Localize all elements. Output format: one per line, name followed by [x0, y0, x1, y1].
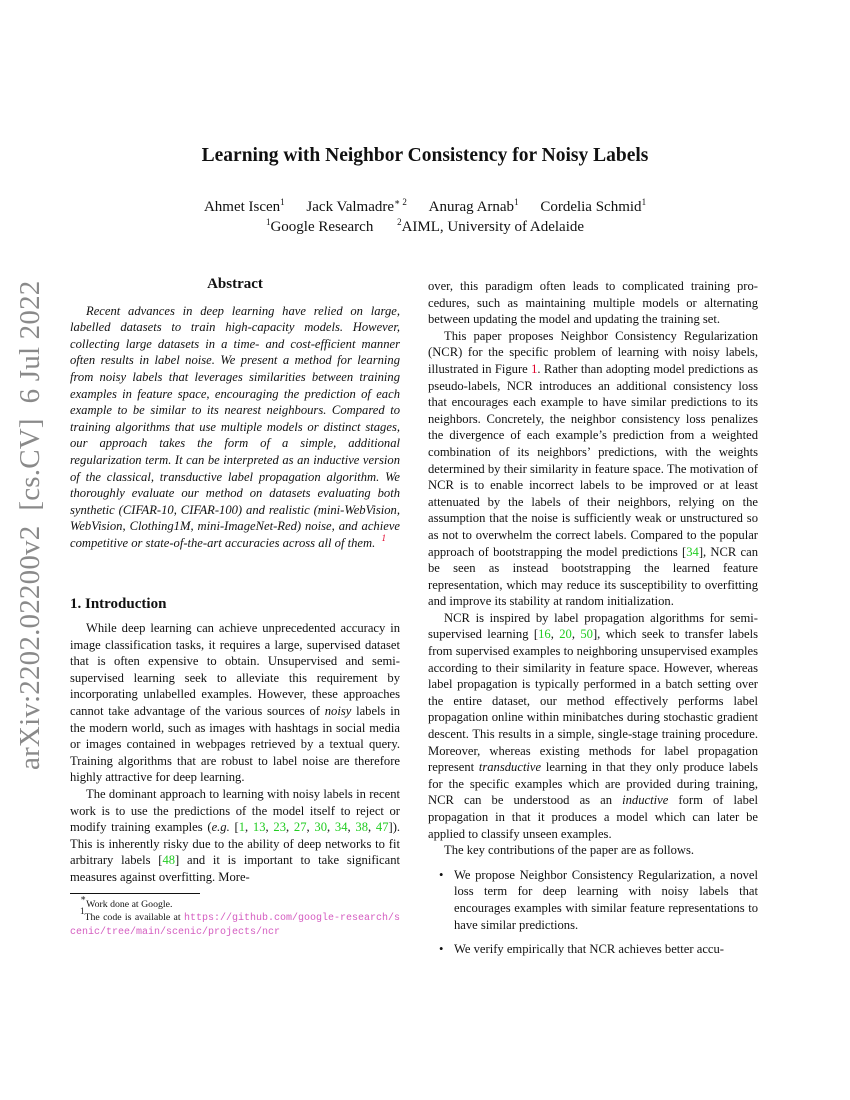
intro-paragraph-4: NCR is inspired by label propagation algorithms for semi-supervised learning [16, 20, 50], which seek to transfer labels from supervised examples to neighboring unsupervised examples according to their similarity in feature space. However, whereas label propagation is typically performed in a batch setting over the entire dataset, our method effectively performs label propagation online within minibatches during stochastic gradient descent. This results in a simple, single-stage training procedure. Moreover, whereas existing methods for label propagation represent transductive learning in that they only produce labels for the specific examples which are provided during training, NCR can be understood as an inductive form of label propagation in that it produces a model which can later be applied to classify unseen examples. [428, 610, 759, 841]
footnote-link[interactable]: 1 [381, 532, 387, 543]
citation-link[interactable]: 16 [538, 627, 551, 642]
author-list [0, 199, 850, 216]
contribution-item: • We propose Neighbor Consistency Regularization, a novel loss term for deep learning with noisy labels that encourages examples with similar feature representations to have similar predictions. [454, 867, 758, 933]
author: Jack Valmadre$^{∗ 2}$ [306, 197, 407, 215]
abstract-heading: Abstract [207, 276, 263, 292]
right-column [428, 278, 758, 966]
intro-paragraph-1: While deep learning can achieve unprecedented accuracy in image classification tasks, it requires a large, supervised dataset that is often expensive to obtain. Unsupervised and semi-supervised learning seek to alleviate this requirement by incorporating unlabelled examples. However, these approaches cannot take advantage of the various sources of noisy labels in the modern world, such as images with hashtags in social media or images contained in webpages retrieved by a textual query. Training algorithms that are robust to label noise are therefore highly attractive for deep learning. [70, 621, 400, 785]
intro-paragraph-2-continued: over, this paradigm often leads to complicated training procedures, such as maintaining multiple models or alternating between updating the model and updating the training set. [428, 279, 758, 327]
abstract-text: Recent advances in deep learning have relied on large, labelled datasets to train high-capacity models. However, collecting large datasets in a time- and cost-efficient manner often results in label noise. We present a method for learning from noisy labels that leverages similarities between training examples in feature space, encouraging the prediction of each example to be similar to its nearest neighbours. Compared to training algorithms that use multiple models or distinct stages, our approach takes the form of a simple, additional regularization term. It can be interpreted as an inductive version of the classical, transductive label propagation algorithm. We thoroughly evaluate our method on datasets evaluating both synthetic (CIFAR-10, CIFAR-100) and realistic (mini-WebVision, WebVision, Clothing1M, mini-ImageNet-Red) noise, and achieve competitive or state-of-the-art accuracies across all of them. $^1$ [70, 303, 400, 550]
affiliation: $^1$Google Research [265, 217, 374, 235]
intro-paragraph-2: The dominant approach to learning with noisy labels in recent work is to use the predictions of the model itself to reject or modify training examples (e.g. [1, 13, 23, 27, 30, 34, 38, 47]). This is inherently risky due to the ability of deep networks to fit arbitrary labels [48] and it is important to take significant measures against overfitting. More- [70, 787, 401, 884]
citation-link[interactable]: 20 [559, 627, 572, 642]
citation-link[interactable]: 13 [252, 820, 266, 835]
footnote-1: ∗Work done at Google. [80, 892, 173, 910]
citation-link[interactable]: 23 [273, 820, 286, 835]
citation-link[interactable]: 30 [314, 820, 327, 835]
author: Cordelia Schmid$^1$ [540, 197, 647, 215]
affiliation: $^2$AIML, University of Adelaide [397, 217, 585, 235]
citation-link[interactable]: 50 [580, 627, 593, 642]
citation-link[interactable]: 34 [334, 820, 348, 835]
section-heading-introduction: 1. Introduction [70, 595, 167, 612]
citation-link[interactable]: 34 [686, 544, 699, 559]
arxiv-side-stamp: arXiv:2202.02200v2 [cs.CV] 6 Jul 2022 [14, 280, 46, 770]
code-url-link[interactable]: https://github.com/google-research/scenic/tree/main/scenic/projects/ncr [70, 913, 400, 938]
contributions-list [428, 867, 758, 958]
intro-paragraph-3: This paper proposes Neighbor Consistency Regularization (NCR) for the specific problem of learning with noisy labels, illustrated in Figure 1. Rather than adopting model predictions as pseudo-labels, NCR introduces an additional consistency loss that encourages each example to have similar predictions to its neighbors. Concretely, the neighbor consistency loss penalizes the divergence of each example’s prediction from a weighted combination of its neighbors’ predictions, with the weights determined by their similarity in feature space. The motivation of NCR is to enable incorrect labels to be improved or at least attenuated by the labels of their neighbors, relying on the assumption that the noise is sufficiently weak or unstructured so as not to overwhelm the correct labels. Compared to the popular approach of bootstrapping the model predictions [34], NCR can be seen as instead bootstrapping the learned feature representation, which may reduce its susceptibility to overfitting and improve its stability at random initialization. [428, 328, 758, 609]
footnote-2: $^1$The code is available at https://github.com/google-research/scenic/tree/main/scenic/projects/ncr [70, 906, 400, 938]
figure-ref-link[interactable]: 1 [531, 361, 538, 376]
citation-link[interactable]: 47 [375, 820, 389, 835]
citation-link[interactable]: 27 [293, 820, 307, 835]
author: Anurag Arnab$^1$ [428, 197, 519, 215]
citation-link[interactable]: 1 [238, 820, 245, 835]
citation-link[interactable]: 38 [355, 820, 368, 835]
citation-link[interactable]: 48 [162, 853, 176, 868]
left-column [70, 276, 400, 939]
author: Ahmet Iscen$^1$ [203, 197, 285, 215]
intro-paragraph-5: The key contributions of the paper are as follows. [444, 843, 695, 858]
paper-title: Learning with Neighbor Consistency for Noisy Labels [201, 145, 649, 166]
footnote-divider [70, 893, 200, 894]
contribution-item: • We verify empirically that NCR achieves better accu- [454, 941, 758, 958]
affiliation-list [0, 219, 850, 236]
